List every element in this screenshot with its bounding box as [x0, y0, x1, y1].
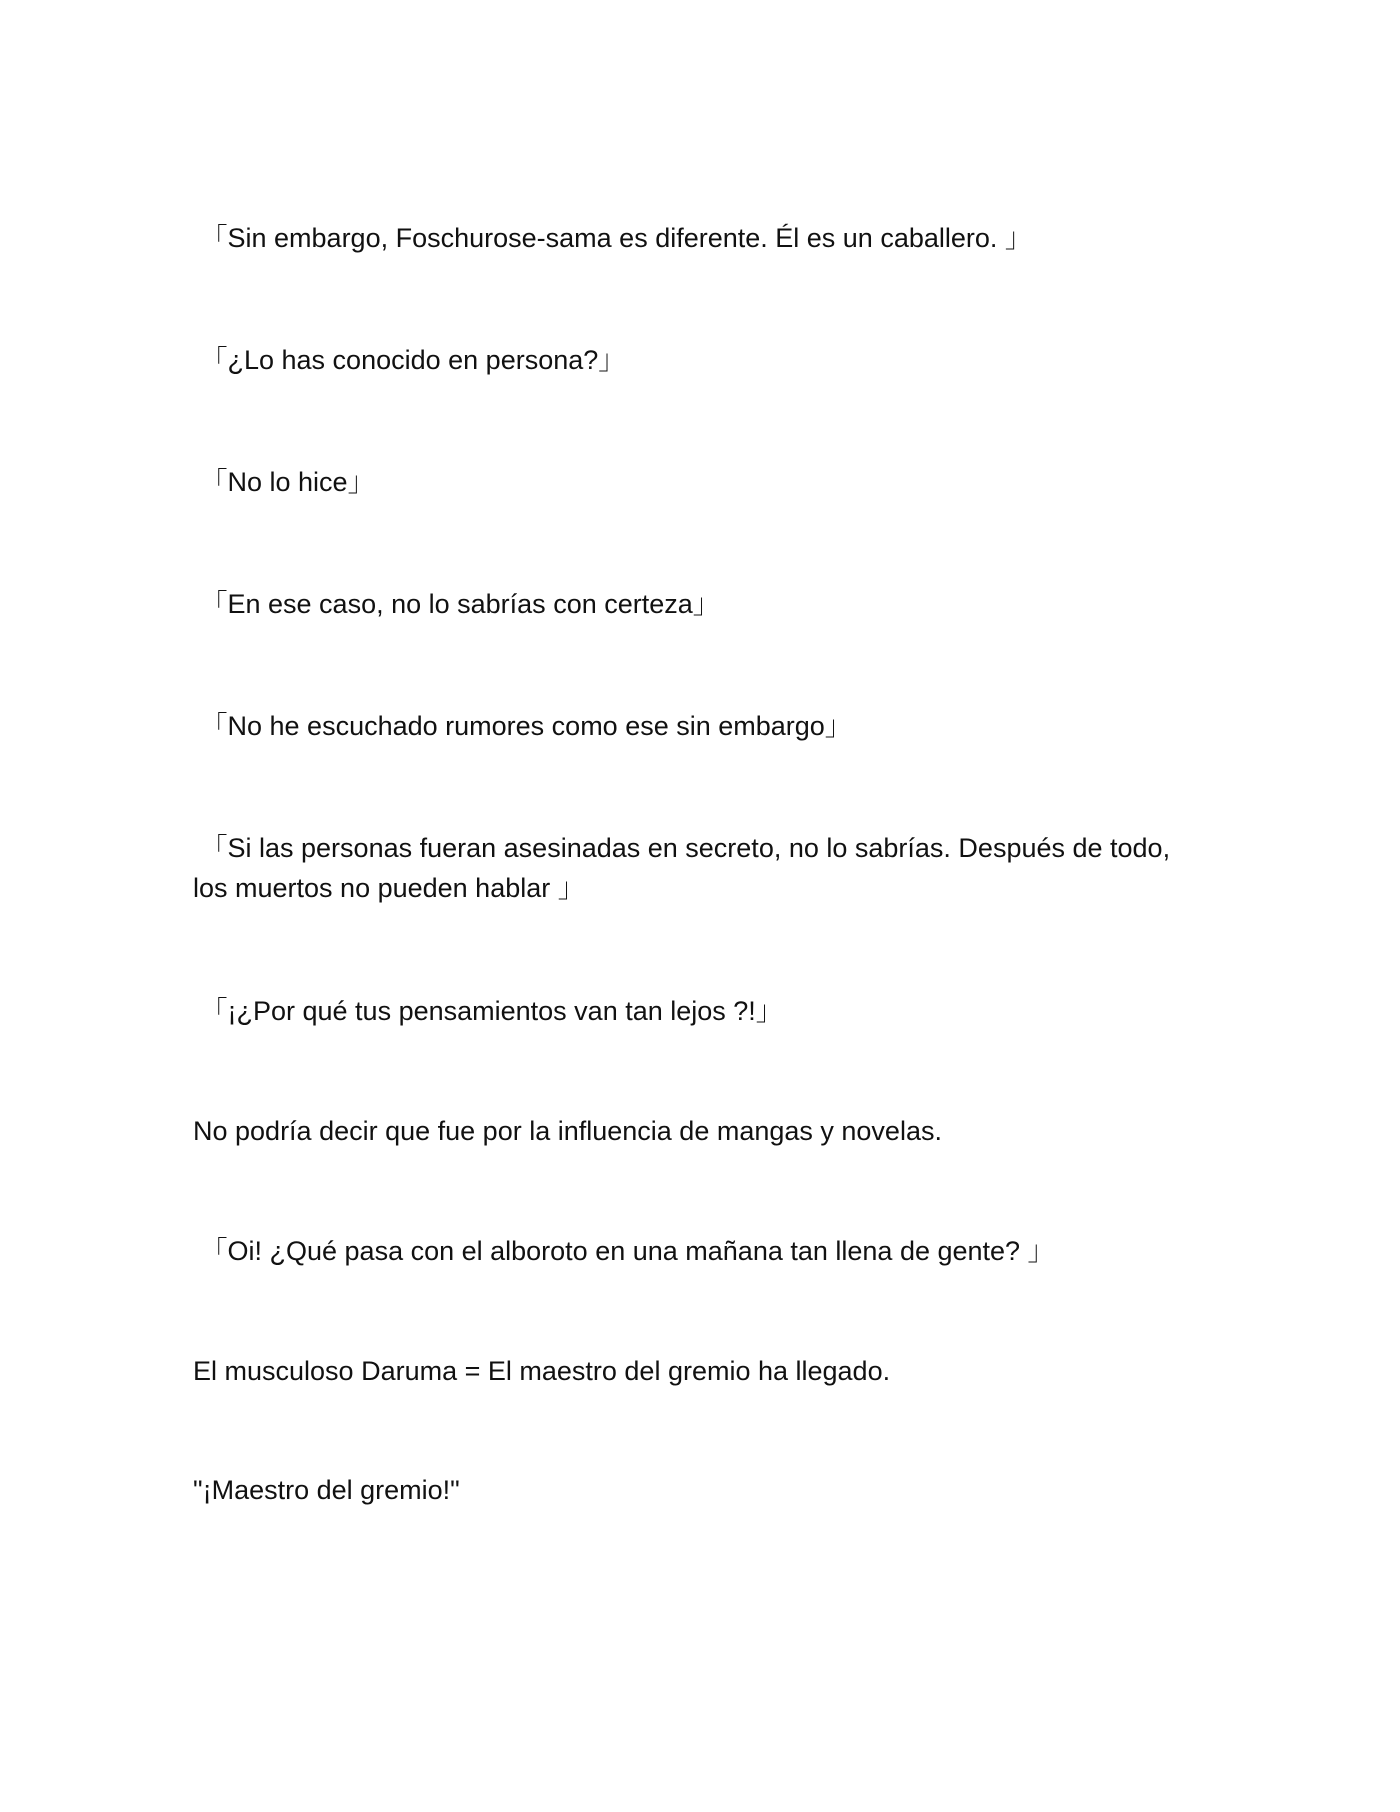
dialogue-line-9: "¡Maestro del gremio!": [193, 1475, 460, 1505]
dialogue-line-2: 「¿Lo has conocido en persona?」: [193, 345, 626, 375]
dialogue-line-5: 「No he escuchado rumores como ese sin embargo」: [193, 711, 852, 741]
dialogue-line-1: 「Sin embargo, Foschurose-sama es diferente. Él es un caballero. 」: [193, 223, 1032, 253]
narration-line-2: El musculoso Daruma = El maestro del gremio ha llegado.: [193, 1356, 891, 1386]
dialogue-line-3: 「No lo hice」: [193, 467, 375, 497]
dialogue-line-7: 「¡¿Por qué tus pensamientos van tan lejos ?!」: [193, 996, 783, 1026]
dialogue-line-6: 「Si las personas fueran asesinadas en secreto, no lo sabrías. Después de todo, los muertos no pueden hablar 」: [193, 833, 1171, 903]
narration-line-1: No podría decir que fue por la influencia de mangas y novelas.: [193, 1116, 942, 1146]
dialogue-line-4: 「En ese caso, no lo sabrías con certeza」: [193, 589, 720, 619]
dialogue-line-8: 「Oi! ¿Qué pasa con el alboroto en una mañana tan llena de gente? 」: [193, 1236, 1055, 1266]
